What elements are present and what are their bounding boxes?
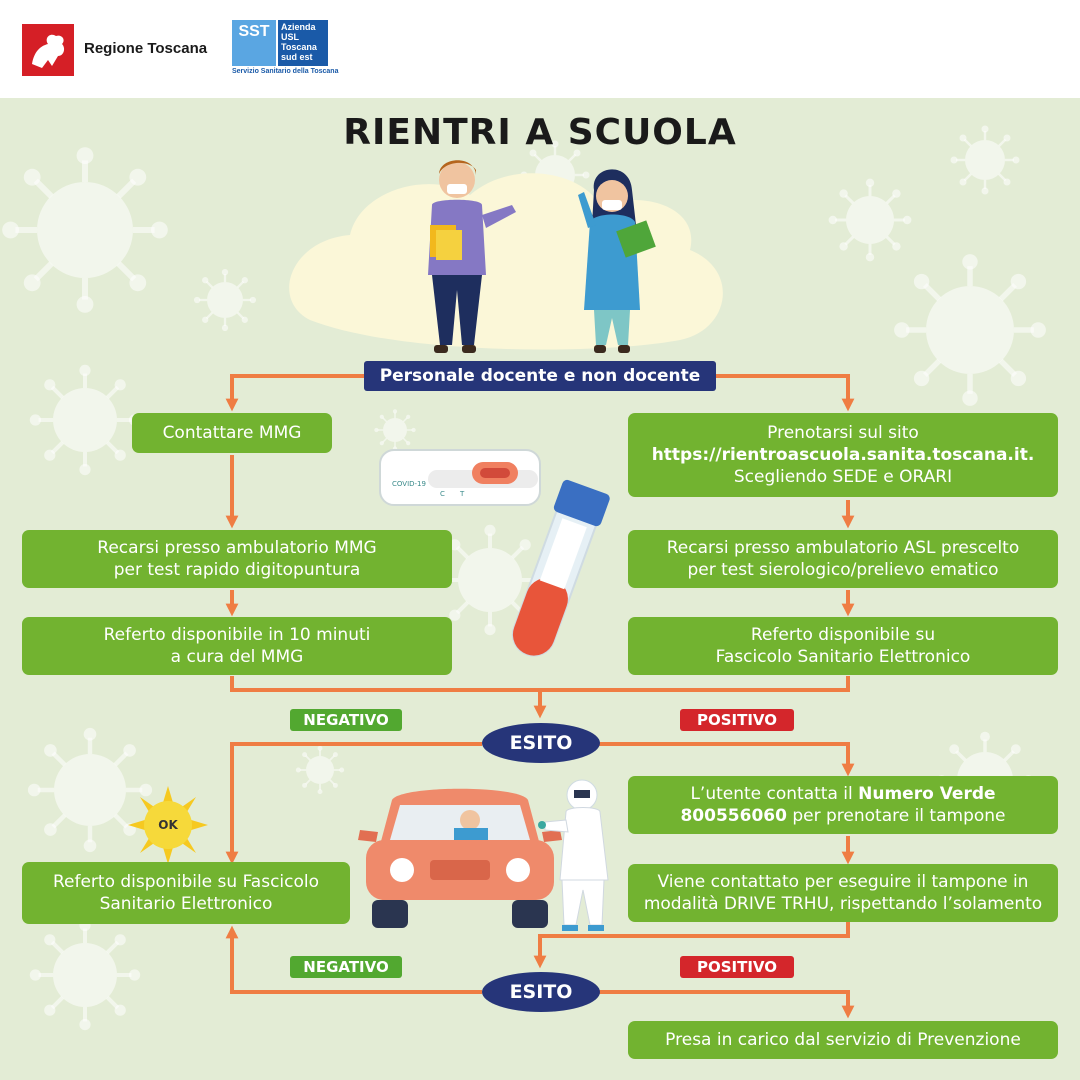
positivo-tag: POSITIVO [680,709,794,731]
virus-icon [194,269,256,331]
booking-url-link[interactable]: https://rientroascuola.sanita.toscana.it. [651,445,1035,465]
virus-icon [30,365,140,475]
negativo-tag: NEGATIVO [290,709,402,731]
regione-toscana-flag-icon [22,24,74,76]
positivo-tag: POSITIVO [680,956,794,978]
test-kit-mark-c: C [440,490,445,498]
step-mmg-visit: Recarsi presso ambulatorio MMG per test rapido digitopuntura [22,530,452,588]
car-icon [358,789,562,928]
test-kit-label: COVID-19 [392,480,426,488]
audience-label: Personale docente e non docente [364,361,716,391]
regione-toscana-name: Regione Toscana [84,40,208,57]
illustration-cloud [289,173,723,349]
usl-logo [232,20,330,66]
esito-node: ESITO [482,972,600,1012]
virus-icon [829,179,912,262]
ok-badge: OK [158,818,178,832]
step-mmg-report: Referto disponibile in 10 minuti a cura del MMG [22,617,452,675]
virus-icon [2,147,168,313]
step-drive-through-swab: Viene contattato per eseguire il tampone in modalità DRIVE TRHU, rispettando l’solamento [628,864,1058,922]
step-prevention-service: Presa in carico dal servizio di Prevenzione [628,1021,1058,1059]
step-negative-report: Referto disponibile su Fascicolo Sanitario Elettronico [22,862,350,924]
page-title: RIENTRI A SCUOLA [343,112,737,153]
virus-icon [28,728,152,852]
step-asl-visit: Recarsi presso ambulatorio ASL prescelto per test sierologico/prelievo ematico [628,530,1058,588]
step-fse-report: Referto disponibile su Fascicolo Sanitario Elettronico [628,617,1058,675]
step-call-green-number: L’utente contatta il Numero Verde 800556060 per prenotare il tampone [628,776,1058,834]
step-contact-mmg: Contattare MMG [132,413,332,453]
virus-icon [374,409,415,450]
virus-icon [30,920,140,1030]
step-book-online: Prenotarsi sul sito https://rientroascuola.sanita.toscana.it. Scegliendo SEDE e ORARI [628,413,1058,497]
usl-logo-text: Azienda USL Toscana sud est [278,20,328,66]
usl-subtitle: Servizio Sanitario della Toscana [232,68,339,75]
virus-icon [894,254,1046,406]
esito-node: ESITO [482,723,600,763]
test-kit-mark-t: T [460,490,465,498]
negativo-tag: NEGATIVO [290,956,402,978]
header-bar [0,0,1080,98]
virus-icon [296,746,344,794]
usl-logo-short: SST [232,20,276,66]
